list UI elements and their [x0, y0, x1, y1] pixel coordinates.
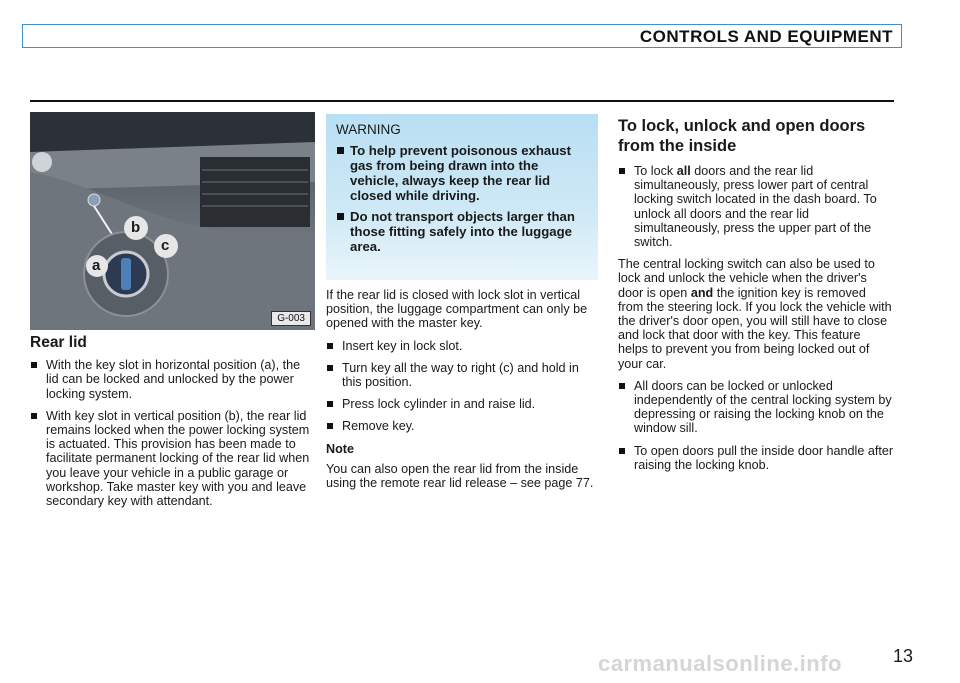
bullet-square-icon: [31, 362, 37, 368]
bullet-square-icon: [327, 343, 333, 349]
bullet-square-icon: [337, 147, 344, 154]
figure-code: G-003: [271, 311, 311, 326]
bullet-square-icon: [31, 413, 37, 419]
list-item: With key slot in vertical position (b), the rear lid remains locked when the power locking system is actuated. This provision has been made to facilitate permanent locking of the rear lid when you leave your vehicle in a public garage or workshop. Take master key with you and leave secondary key with attendant.: [30, 409, 316, 508]
page-number: 13: [893, 646, 914, 666]
bullet-square-icon: [327, 401, 333, 407]
list-item: Turn key all the way to right (c) and hold in this position.: [326, 361, 598, 389]
warning-box: [326, 114, 598, 280]
list-item: Press lock cylinder in and raise lid.: [326, 397, 598, 411]
header-frame: [22, 24, 902, 48]
note-text: You can also open the rear lid from the inside using the remote rear lid release – see page 77.: [326, 461, 594, 491]
right-column: [618, 116, 894, 480]
bullet-square-icon: [337, 213, 344, 220]
figure-label-a: a: [92, 257, 101, 274]
figure-label-c: c: [161, 237, 170, 254]
bullet-square-icon: [619, 448, 625, 454]
middle-column: [326, 288, 598, 498]
list-item: Insert key in lock slot.: [326, 339, 598, 353]
warning-item: Do not transport objects larger than those fitting safely into the luggage area.: [336, 209, 586, 254]
list-item: Remove key.: [326, 419, 598, 433]
list-item: To lock all doors and the rear lid simultaneously, press lower part of central locking switch located in the dash board. To unlock all doors and the rear lid simultaneously, press the upper part of the switch.: [618, 164, 894, 249]
list-item: To open doors pull the inside door handle after raising the locking knob.: [618, 444, 894, 472]
warning-title: WARNING: [336, 122, 401, 137]
list-item: With the key slot in horizontal position (a), the lid can be locked and unlocked by the power locking system.: [30, 358, 316, 401]
bullet-square-icon: [327, 423, 333, 429]
intro-paragraph: If the rear lid is closed with lock slot in vertical position, the luggage compartment can only be opened with the master key.: [326, 288, 588, 331]
note-title: Note: [326, 441, 354, 456]
bullet-square-icon: [619, 383, 625, 389]
warning-item: To help prevent poisonous exhaust gas from being drawn into the vehicle, always keep the rear lid closed while driving.: [336, 143, 586, 203]
bullet-square-icon: [327, 365, 333, 371]
header-rule: [30, 100, 894, 102]
page-header-title: CONTROLS AND EQUIPMENT: [639, 27, 893, 46]
left-column: [30, 336, 316, 516]
bullet-square-icon: [619, 168, 625, 174]
central-locking-paragraph: The central locking switch can also be used to lock and unlock the vehicle when the driver's door is open and the ignition key is removed from the steering lock. If you lock the vehicle with the driver's door open, you will still have to close and lock that door with the key. This feature helps to prevent you from being locked out of your car.: [618, 257, 892, 371]
rear-lid-photo: [30, 112, 315, 330]
rear-lid-illustration: [30, 112, 315, 330]
figure-label-b: b: [131, 219, 141, 236]
watermark: carmanualsonline.info: [598, 651, 842, 676]
right-section-title: To lock, unlock and open doors from the inside: [618, 117, 866, 155]
list-item: All doors can be locked or unlocked independently of the central locking system by depressing or raising the locking knob on the window sill.: [618, 379, 894, 436]
rear-lid-title: Rear lid: [30, 334, 87, 351]
